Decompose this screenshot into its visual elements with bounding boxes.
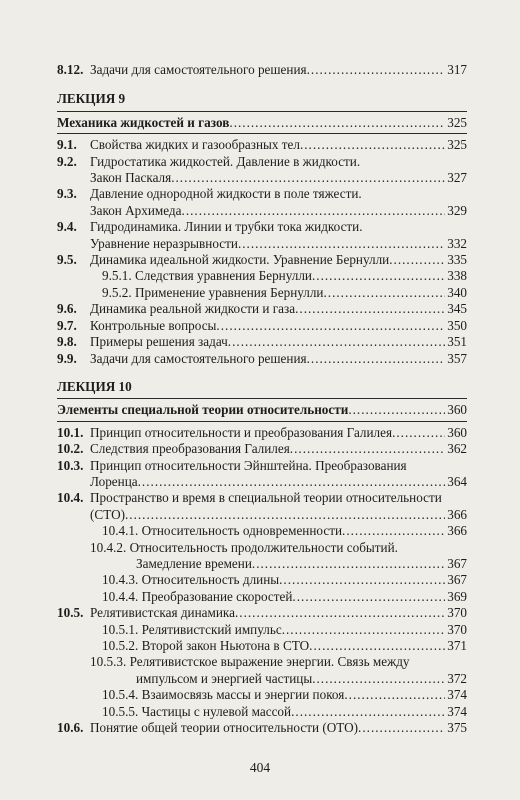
toc-entry — [57, 351, 467, 367]
toc-entry — [57, 441, 467, 457]
entry-title: 10.5.5. Частицы с нулевой массой — [102, 703, 292, 719]
entry-title: Задачи для самостоятельного решения — [90, 350, 307, 366]
entry-page: 360 — [447, 424, 467, 440]
entry-number: 10.3. — [57, 457, 84, 473]
entry-number: 9.7. — [57, 317, 77, 333]
entry-page: 332 — [447, 235, 467, 251]
entry-number: 9.1. — [57, 137, 77, 153]
entry-number: 9.8. — [57, 334, 77, 350]
entry-title: 10.5.2. Второй закон Ньютона в СТО — [102, 638, 310, 653]
entry-page: 367 — [447, 572, 467, 588]
toc-entry-line — [57, 458, 467, 474]
entry-title: Динамика реальной жидкости и газа — [90, 301, 296, 317]
entry-title-line: Принцип относительности Эйнштейна. Преобразования — [90, 457, 407, 473]
entry-page: 364 — [447, 473, 467, 489]
entry-number: 10.4. — [57, 490, 84, 506]
entry-title: 10.5.1. Релятивистский импульс — [102, 621, 282, 637]
toc-entry — [57, 137, 467, 153]
table-of-contents — [57, 62, 467, 736]
toc-entry — [57, 556, 467, 572]
entry-title: 9.5.2. Применение уравнения Бернулли — [102, 284, 324, 300]
entry-page: 372 — [447, 670, 467, 686]
entry-title: (СТО) — [90, 506, 125, 522]
toc-entry — [57, 62, 467, 78]
entry-title: Замедление времени — [136, 555, 252, 571]
entry-number: 10.6. — [57, 720, 84, 736]
entry-title: Следствия преобразования Галилея — [90, 441, 290, 457]
entry-title: Задачи для самостоятельного решения — [90, 62, 307, 77]
toc-entry — [57, 572, 467, 588]
toc-entry-line — [57, 186, 467, 202]
entry-page: 345 — [447, 301, 467, 317]
section-title: Механика жидкостей и газов — [57, 114, 230, 130]
toc-entry — [57, 638, 467, 654]
entry-page: 369 — [447, 588, 467, 604]
entry-number: 9.9. — [57, 350, 77, 366]
entry-page: 325 — [447, 137, 467, 153]
toc-entry-line — [57, 490, 467, 506]
entry-title: Принцип относительности и преобразования Галилея — [90, 424, 393, 440]
entry-title: Релятивистская динамика — [90, 605, 235, 621]
entry-page: 338 — [447, 268, 467, 284]
toc-entry — [57, 318, 467, 334]
divider — [57, 398, 467, 399]
entry-number: 8.12. — [57, 62, 84, 77]
entry-number: 9.5. — [57, 252, 77, 268]
entry-title: Лоренца — [90, 473, 138, 489]
toc-entry — [57, 236, 467, 252]
entry-page: 375 — [447, 720, 467, 736]
entry-page: 374 — [447, 687, 467, 703]
toc-entry — [57, 671, 467, 687]
entry-page: 366 — [447, 523, 467, 539]
entry-title-line: Пространство и время в специальной теории относительности — [90, 490, 442, 506]
section-page: 325 — [447, 114, 467, 130]
entry-number: 10.1. — [57, 424, 84, 440]
entry-number: 9.4. — [57, 219, 77, 235]
entry-number: 10.5. — [57, 605, 84, 621]
toc-entry-line — [57, 654, 467, 670]
toc-entry — [57, 301, 467, 317]
section-title-row — [57, 402, 467, 418]
entry-title: Закон Архимеда — [90, 202, 182, 218]
entry-title-line: Давление однородной жидкости в поле тяжести. — [90, 186, 362, 202]
entry-title: 10.4.4. Преобразование скоростей — [102, 588, 293, 604]
toc-entry — [57, 203, 467, 219]
entry-title: 10.5.4. Взаимосвязь массы и энергии покоя — [102, 687, 345, 703]
entry-number: 9.6. — [57, 301, 77, 317]
entry-title: Примеры решения задач — [90, 334, 228, 350]
section-title-row — [57, 115, 467, 131]
entry-title: 10.4.3. Относительность длины — [102, 572, 280, 588]
entry-title-line: 10.4.2. Относительность продолжительности событий. — [90, 539, 398, 555]
divider — [57, 421, 467, 422]
entry-number: 9.2. — [57, 153, 77, 169]
entry-page: 357 — [447, 350, 467, 366]
entry-title: 10.4.1. Относительность одновременности — [102, 523, 343, 539]
divider — [57, 133, 467, 134]
toc-entry — [57, 704, 467, 720]
toc-entry-line — [57, 540, 467, 556]
toc-entry — [57, 474, 467, 490]
toc-entry-line — [57, 219, 467, 235]
toc-entry — [57, 252, 467, 268]
entry-page: 370 — [447, 621, 467, 637]
toc-entry — [57, 523, 467, 539]
entry-page: 335 — [447, 252, 467, 268]
entry-page: 367 — [447, 555, 467, 571]
toc-entry — [57, 425, 467, 441]
entry-page: 329 — [447, 202, 467, 218]
section-title: Элементы специальной теории относительности — [57, 402, 349, 418]
toc-entry-line — [57, 154, 467, 170]
toc-entry — [57, 687, 467, 703]
toc-entry — [57, 720, 467, 736]
entry-title-line: Гидростатика жидкостей. Давление в жидкости. — [90, 153, 361, 169]
entry-title: Динамика идеальной жидкости. Уравнение Бернулли — [90, 252, 390, 268]
toc-entry — [57, 268, 467, 284]
toc-entry — [57, 170, 467, 186]
toc-entry — [57, 622, 467, 638]
entry-page: 362 — [447, 441, 467, 457]
lecture-heading: ЛЕКЦИЯ 9 — [57, 91, 126, 107]
section-page: 360 — [447, 402, 467, 418]
entry-page: 366 — [447, 506, 467, 522]
toc-entry — [57, 507, 467, 523]
entry-page: 340 — [447, 284, 467, 300]
entry-title: Закон Паскаля — [90, 170, 172, 186]
toc-entry — [57, 605, 467, 621]
page-number: 404 — [249, 760, 271, 775]
divider — [57, 111, 467, 112]
toc-entry — [57, 285, 467, 301]
entry-title: Понятие общей теории относительности (ОТО) — [90, 720, 359, 736]
entry-page: 351 — [447, 334, 467, 350]
toc-entry — [57, 334, 467, 350]
entry-title-line: 10.5.3. Релятивистское выражение энергии. Связь между — [90, 654, 410, 670]
entry-page: 350 — [447, 317, 467, 333]
entry-page: 327 — [447, 170, 467, 186]
lecture-9-entries — [57, 137, 467, 367]
entry-title: импульсом и энергией частицы — [136, 670, 313, 686]
entry-page: 317 — [447, 62, 467, 77]
entry-title: Уравнение неразрывности — [90, 235, 238, 251]
entry-title: Контрольные вопросы — [90, 317, 217, 333]
toc-entry — [57, 589, 467, 605]
entry-title: 9.5.1. Следствия уравнения Бернулли — [102, 268, 312, 284]
entry-page: 370 — [447, 605, 467, 621]
entry-page: 374 — [447, 703, 467, 719]
entry-number: 10.2. — [57, 441, 84, 457]
entry-title-line: Гидродинамика. Линии и трубки тока жидкости. — [90, 219, 363, 235]
entry-number: 9.3. — [57, 186, 77, 202]
entry-page: 371 — [447, 638, 467, 653]
entry-title: Свойства жидких и газообразных тел — [90, 137, 300, 153]
lecture-heading: ЛЕКЦИЯ 10 — [57, 378, 132, 394]
lecture-10-entries — [57, 425, 467, 737]
